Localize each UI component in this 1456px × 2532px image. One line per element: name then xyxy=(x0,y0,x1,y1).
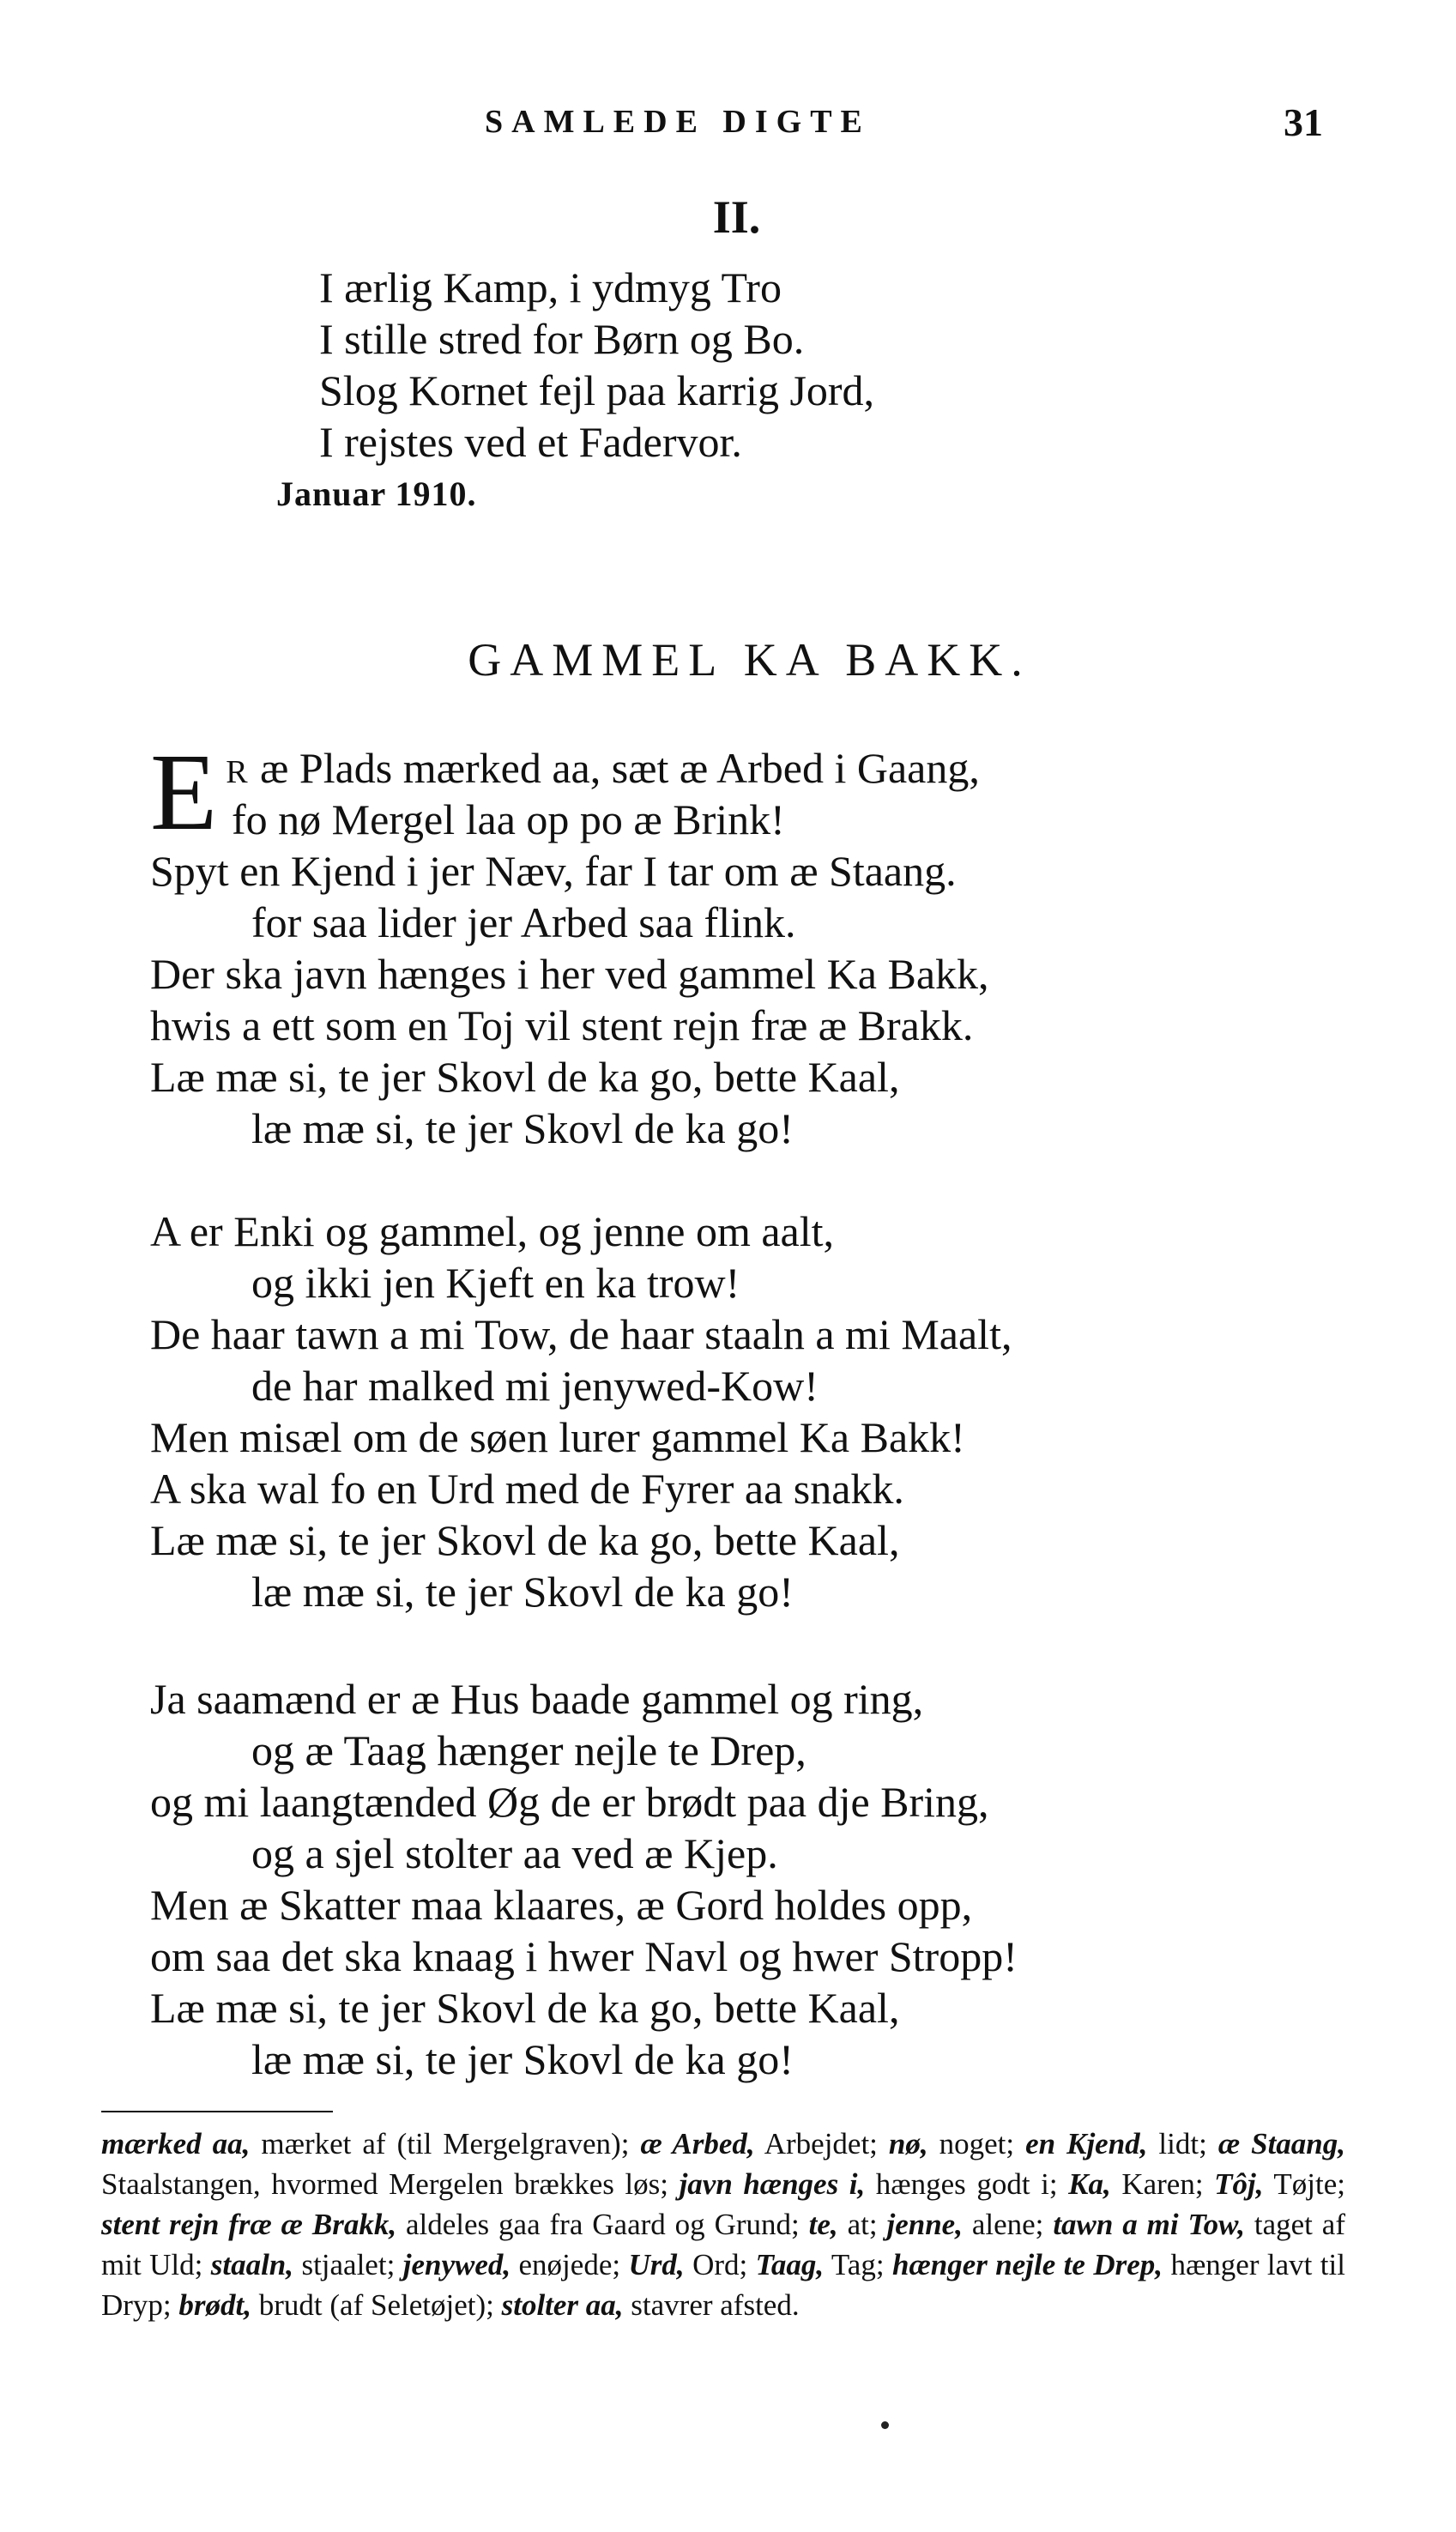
footnote-term: stent rejn fræ æ Brakk, xyxy=(101,2208,397,2241)
section-stanza xyxy=(0,262,1456,468)
footnote-gloss: at; xyxy=(837,2208,887,2241)
footnote-term: brødt, xyxy=(178,2288,252,2322)
footnote-term: Tôj, xyxy=(1214,2167,1264,2201)
first-line-smallcaps: R xyxy=(226,754,250,790)
footnote-term: jenne, xyxy=(886,2208,963,2241)
footnote-gloss: hænges godt i; xyxy=(865,2167,1069,2201)
poem-line: og a sjel stolter aa ved æ Kjep. xyxy=(251,1829,778,1877)
footnote-term: æ Staang, xyxy=(1217,2127,1346,2160)
poem-line: læ mæ si, te jer Skovl de ka go! xyxy=(251,1104,794,1152)
section-heading: II. xyxy=(712,191,761,243)
poem-line: og æ Taag hænger nejle te Drep, xyxy=(251,1726,807,1774)
footnote-term: javn hænges i, xyxy=(679,2167,866,2201)
footnote-term: te, xyxy=(808,2208,838,2241)
footnote-gloss: Ord; xyxy=(684,2248,756,2281)
footnote-term: Urd, xyxy=(628,2248,685,2281)
footnote-gloss: alene; xyxy=(962,2208,1054,2241)
footnote-term: Taag, xyxy=(755,2248,825,2281)
running-head xyxy=(0,100,1456,154)
poem-line: Læ mæ si, te jer Skovl de ka go, bette Kaal, xyxy=(150,1516,900,1564)
footnote-term: jenywed, xyxy=(402,2248,511,2281)
poem-line: læ mæ si, te jer Skovl de ka go! xyxy=(251,2035,794,2083)
footnote-term: en Kjend, xyxy=(1025,2127,1148,2160)
poem-line: og ikki jen Kjeft en ka trow! xyxy=(251,1259,740,1307)
section-line: I ærlig Kamp, i ydmyg Tro xyxy=(319,263,782,311)
poem-line: De haar tawn a mi Tow, de haar staaln a mi Maalt, xyxy=(150,1310,1012,1358)
first-line-rest: æ Plads mærked aa, sæt æ Arbed i Gaang, xyxy=(249,744,980,792)
ink-speck xyxy=(881,2421,889,2429)
poem-line: A er Enki og gammel, og jenne om aalt, xyxy=(150,1207,835,1255)
poem-line: fo nø Mergel laa op po æ Brink! xyxy=(232,795,785,843)
footnote-gloss: brudt (af Seletøjet); xyxy=(251,2288,502,2322)
poem-line: om saa det ska knaag i hwer Navl og hwer Stropp! xyxy=(150,1932,1018,1980)
footnote-gloss: mærket af (til Mergelgraven); xyxy=(250,2127,641,2160)
footnote-term: nø, xyxy=(888,2127,928,2160)
date-line: Januar 1910. xyxy=(276,474,477,513)
poem-line: Der ska javn hænges i her ved gammel Ka Bakk, xyxy=(150,950,989,998)
section-line: I stille stred for Børn og Bo. xyxy=(319,315,805,363)
poem-title: GAMMEL KA BAKK. xyxy=(468,634,1031,686)
poem-stanza-2 xyxy=(150,1206,1437,1617)
footnote-gloss: enøjede; xyxy=(511,2248,629,2281)
poem-line: Læ mæ si, te jer Skovl de ka go, bette Kaal, xyxy=(150,1053,900,1101)
poem-line: hwis a ett som en Toj vil stent rejn fræ æ Brakk. xyxy=(150,1001,974,1049)
footnote-gloss: stjaalet; xyxy=(293,2248,403,2281)
footnote-term: tawn a mi Tow, xyxy=(1053,2208,1245,2241)
page-number: 31 xyxy=(1284,100,1323,144)
footnote-gloss: stavrer afsted. xyxy=(623,2288,800,2322)
footnote-gloss: Staalstangen, hvormed Mergelen brækkes løs; xyxy=(101,2167,680,2201)
footnotes xyxy=(101,2124,1345,2325)
footnote-term: Ka, xyxy=(1068,2167,1111,2201)
poem-stanza-3 xyxy=(150,1673,1437,2085)
poem-line: læ mæ si, te jer Skovl de ka go! xyxy=(251,1568,794,1616)
footnote-gloss: noget; xyxy=(927,2127,1026,2160)
section-line: I rejstes ved et Fadervor. xyxy=(319,418,742,466)
footnote-gloss: hænger lavt til Dryp; xyxy=(101,2248,1345,2322)
running-title: SAMLEDE DIGTE xyxy=(485,104,871,140)
footnote-term: æ Arbed, xyxy=(640,2127,755,2160)
section-line: Slog Kornet fejl paa karrig Jord, xyxy=(319,366,875,414)
poem-line: A ska wal fo en Urd med de Fyrer aa snakk. xyxy=(150,1465,904,1513)
poem-line: Men æ Skatter maa klaares, æ Gord holdes opp, xyxy=(150,1881,973,1929)
poem-line: Spyt en Kjend i jer Næv, far I tar om æ Staang. xyxy=(150,847,957,895)
footnote-term: stolter aa, xyxy=(501,2288,624,2322)
footnote-term: hænger nejle te Drep, xyxy=(891,2248,1163,2281)
poem-line: de har malked mi jenywed-Kow! xyxy=(251,1362,819,1410)
poem-line: Læ mæ si, te jer Skovl de ka go, bette Kaal, xyxy=(150,1984,900,2032)
footnote-gloss: aldeles gaa fra Gaard og Grund; xyxy=(396,2208,809,2241)
poem-line: og mi laangtænded Øg de er brødt paa dje Bring, xyxy=(150,1778,989,1826)
footnote-gloss: Tag; xyxy=(824,2248,892,2281)
drop-cap: E xyxy=(150,731,218,853)
footnote-rule xyxy=(101,2111,333,2112)
footnote-gloss: taget af mit Uld; xyxy=(101,2208,1345,2281)
poem-stanza-1 xyxy=(150,731,1437,1154)
footnote-gloss: Tøjte; xyxy=(1263,2167,1345,2201)
poem-line: Ja saamænd er æ Hus baade gammel og ring, xyxy=(150,1675,924,1723)
footnote-gloss: Karen; xyxy=(1110,2167,1215,2201)
footnote-gloss: lidt; xyxy=(1147,2127,1218,2160)
poem-line: for saa lider jer Arbed saa flink. xyxy=(251,898,796,946)
poem-line: Men misæl om de søen lurer gammel Ka Bakk! xyxy=(150,1413,965,1461)
footnote-gloss: Arbejdet; xyxy=(754,2127,889,2160)
footnote-term: staaln, xyxy=(210,2248,294,2281)
footnote-term: mærked aa, xyxy=(101,2127,251,2160)
